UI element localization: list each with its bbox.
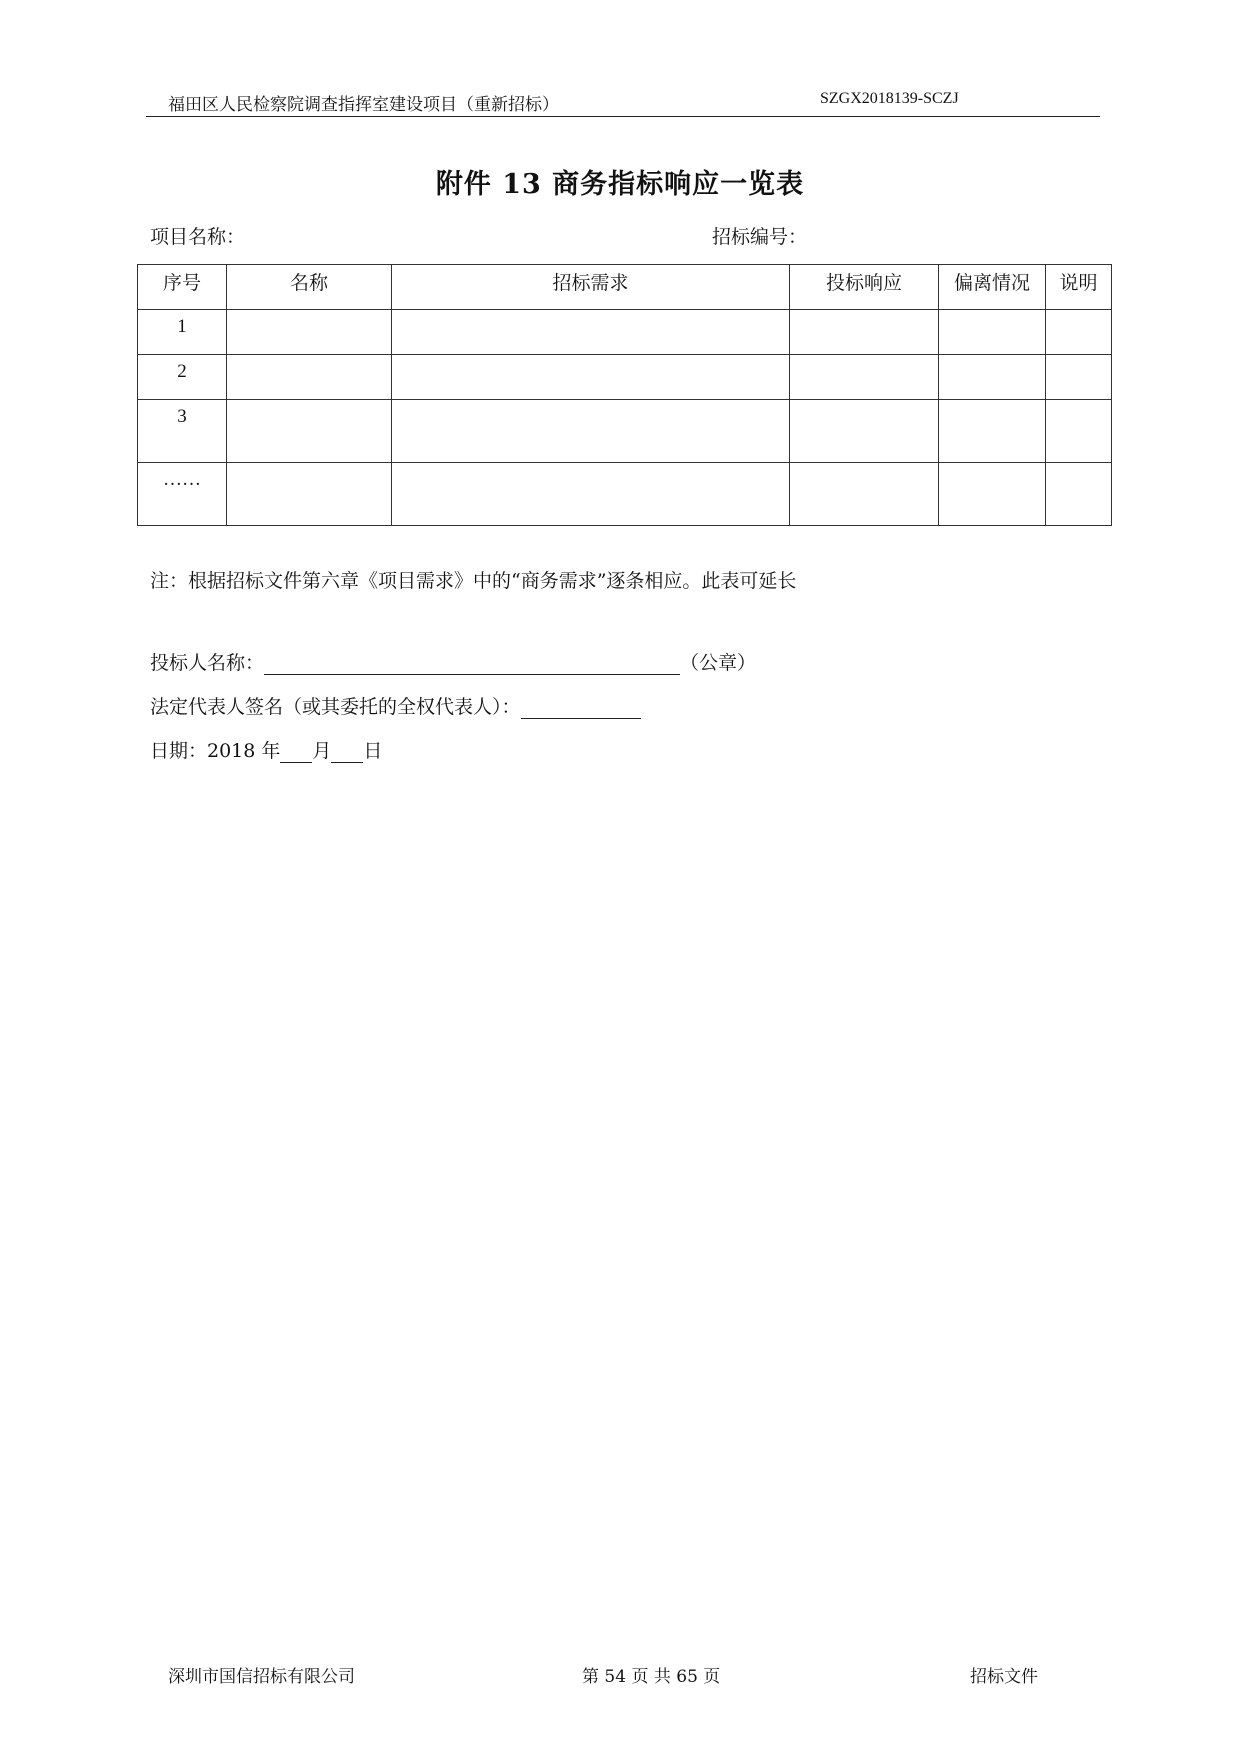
month-blank — [280, 740, 312, 763]
table-cell — [227, 463, 392, 526]
table-note: 注：根据招标文件第六章《项目需求》中的“商务需求”逐条相应。此表可延长 — [150, 570, 797, 592]
table-cell — [790, 310, 939, 355]
representative-label: 法定代表人签名（或其委托的全权代表人）： — [150, 696, 521, 718]
header-project-code: SZGX2018139-SCZJ — [820, 90, 959, 107]
table-cell — [392, 355, 790, 400]
representative-line — [150, 692, 641, 719]
table-cell — [939, 310, 1046, 355]
table-cell — [1046, 463, 1112, 526]
table-cell — [392, 463, 790, 526]
table-cell — [790, 463, 939, 526]
table-row — [138, 355, 1112, 400]
table-cell — [1046, 355, 1112, 400]
page-header — [146, 84, 1100, 117]
table-cell — [790, 355, 939, 400]
bidder-name-label: 投标人名称： — [150, 652, 265, 674]
footer-company: 深圳市国信招标有限公司 — [168, 1667, 355, 1687]
representative-blank — [521, 696, 641, 719]
table-cell — [227, 355, 392, 400]
table-row — [138, 310, 1112, 355]
footer-page-info: 第 54 页 共 65 页 — [582, 1667, 721, 1687]
column-header-response: 投标响应 — [790, 265, 939, 310]
table-cell — [1046, 400, 1112, 463]
table-cell — [392, 400, 790, 463]
table-cell-index: 1 — [138, 310, 227, 355]
bidder-name-blank — [264, 652, 680, 675]
table-cell-index: 3 — [138, 400, 227, 463]
bidder-name-line — [150, 648, 756, 675]
table-header-row — [138, 265, 1112, 310]
bid-number-label: 招标编号： — [712, 226, 808, 248]
table-cell — [939, 400, 1046, 463]
footer-doc-type: 招标文件 — [970, 1667, 1038, 1687]
date-prefix: 日期：2018 年 — [150, 740, 281, 762]
table-cell — [392, 310, 790, 355]
response-table — [137, 264, 1112, 526]
seal-label: （公章） — [680, 652, 757, 674]
project-name-label: 项目名称： — [150, 226, 246, 248]
column-header-requirement: 招标需求 — [392, 265, 790, 310]
day-label: 日 — [363, 740, 383, 762]
table-row — [138, 400, 1112, 463]
column-header-index: 序号 — [138, 265, 227, 310]
column-header-name: 名称 — [227, 265, 392, 310]
month-label: 月 — [312, 740, 332, 762]
table-cell — [790, 400, 939, 463]
document-title: 附件 13 商务指标响应一览表 — [435, 169, 805, 200]
header-project-title: 福田区人民检察院调查指挥室建设项目（重新招标） — [168, 95, 559, 115]
table-cell — [939, 355, 1046, 400]
column-header-remarks: 说明 — [1046, 265, 1112, 310]
table-row — [138, 463, 1112, 526]
column-header-deviation: 偏离情况 — [939, 265, 1046, 310]
date-line — [150, 736, 382, 763]
day-blank — [331, 740, 363, 763]
table-cell — [227, 400, 392, 463]
table-cell — [227, 310, 392, 355]
table-cell-index: …… — [138, 463, 227, 526]
table-cell-index: 2 — [138, 355, 227, 400]
table-cell — [939, 463, 1046, 526]
table-cell — [1046, 310, 1112, 355]
